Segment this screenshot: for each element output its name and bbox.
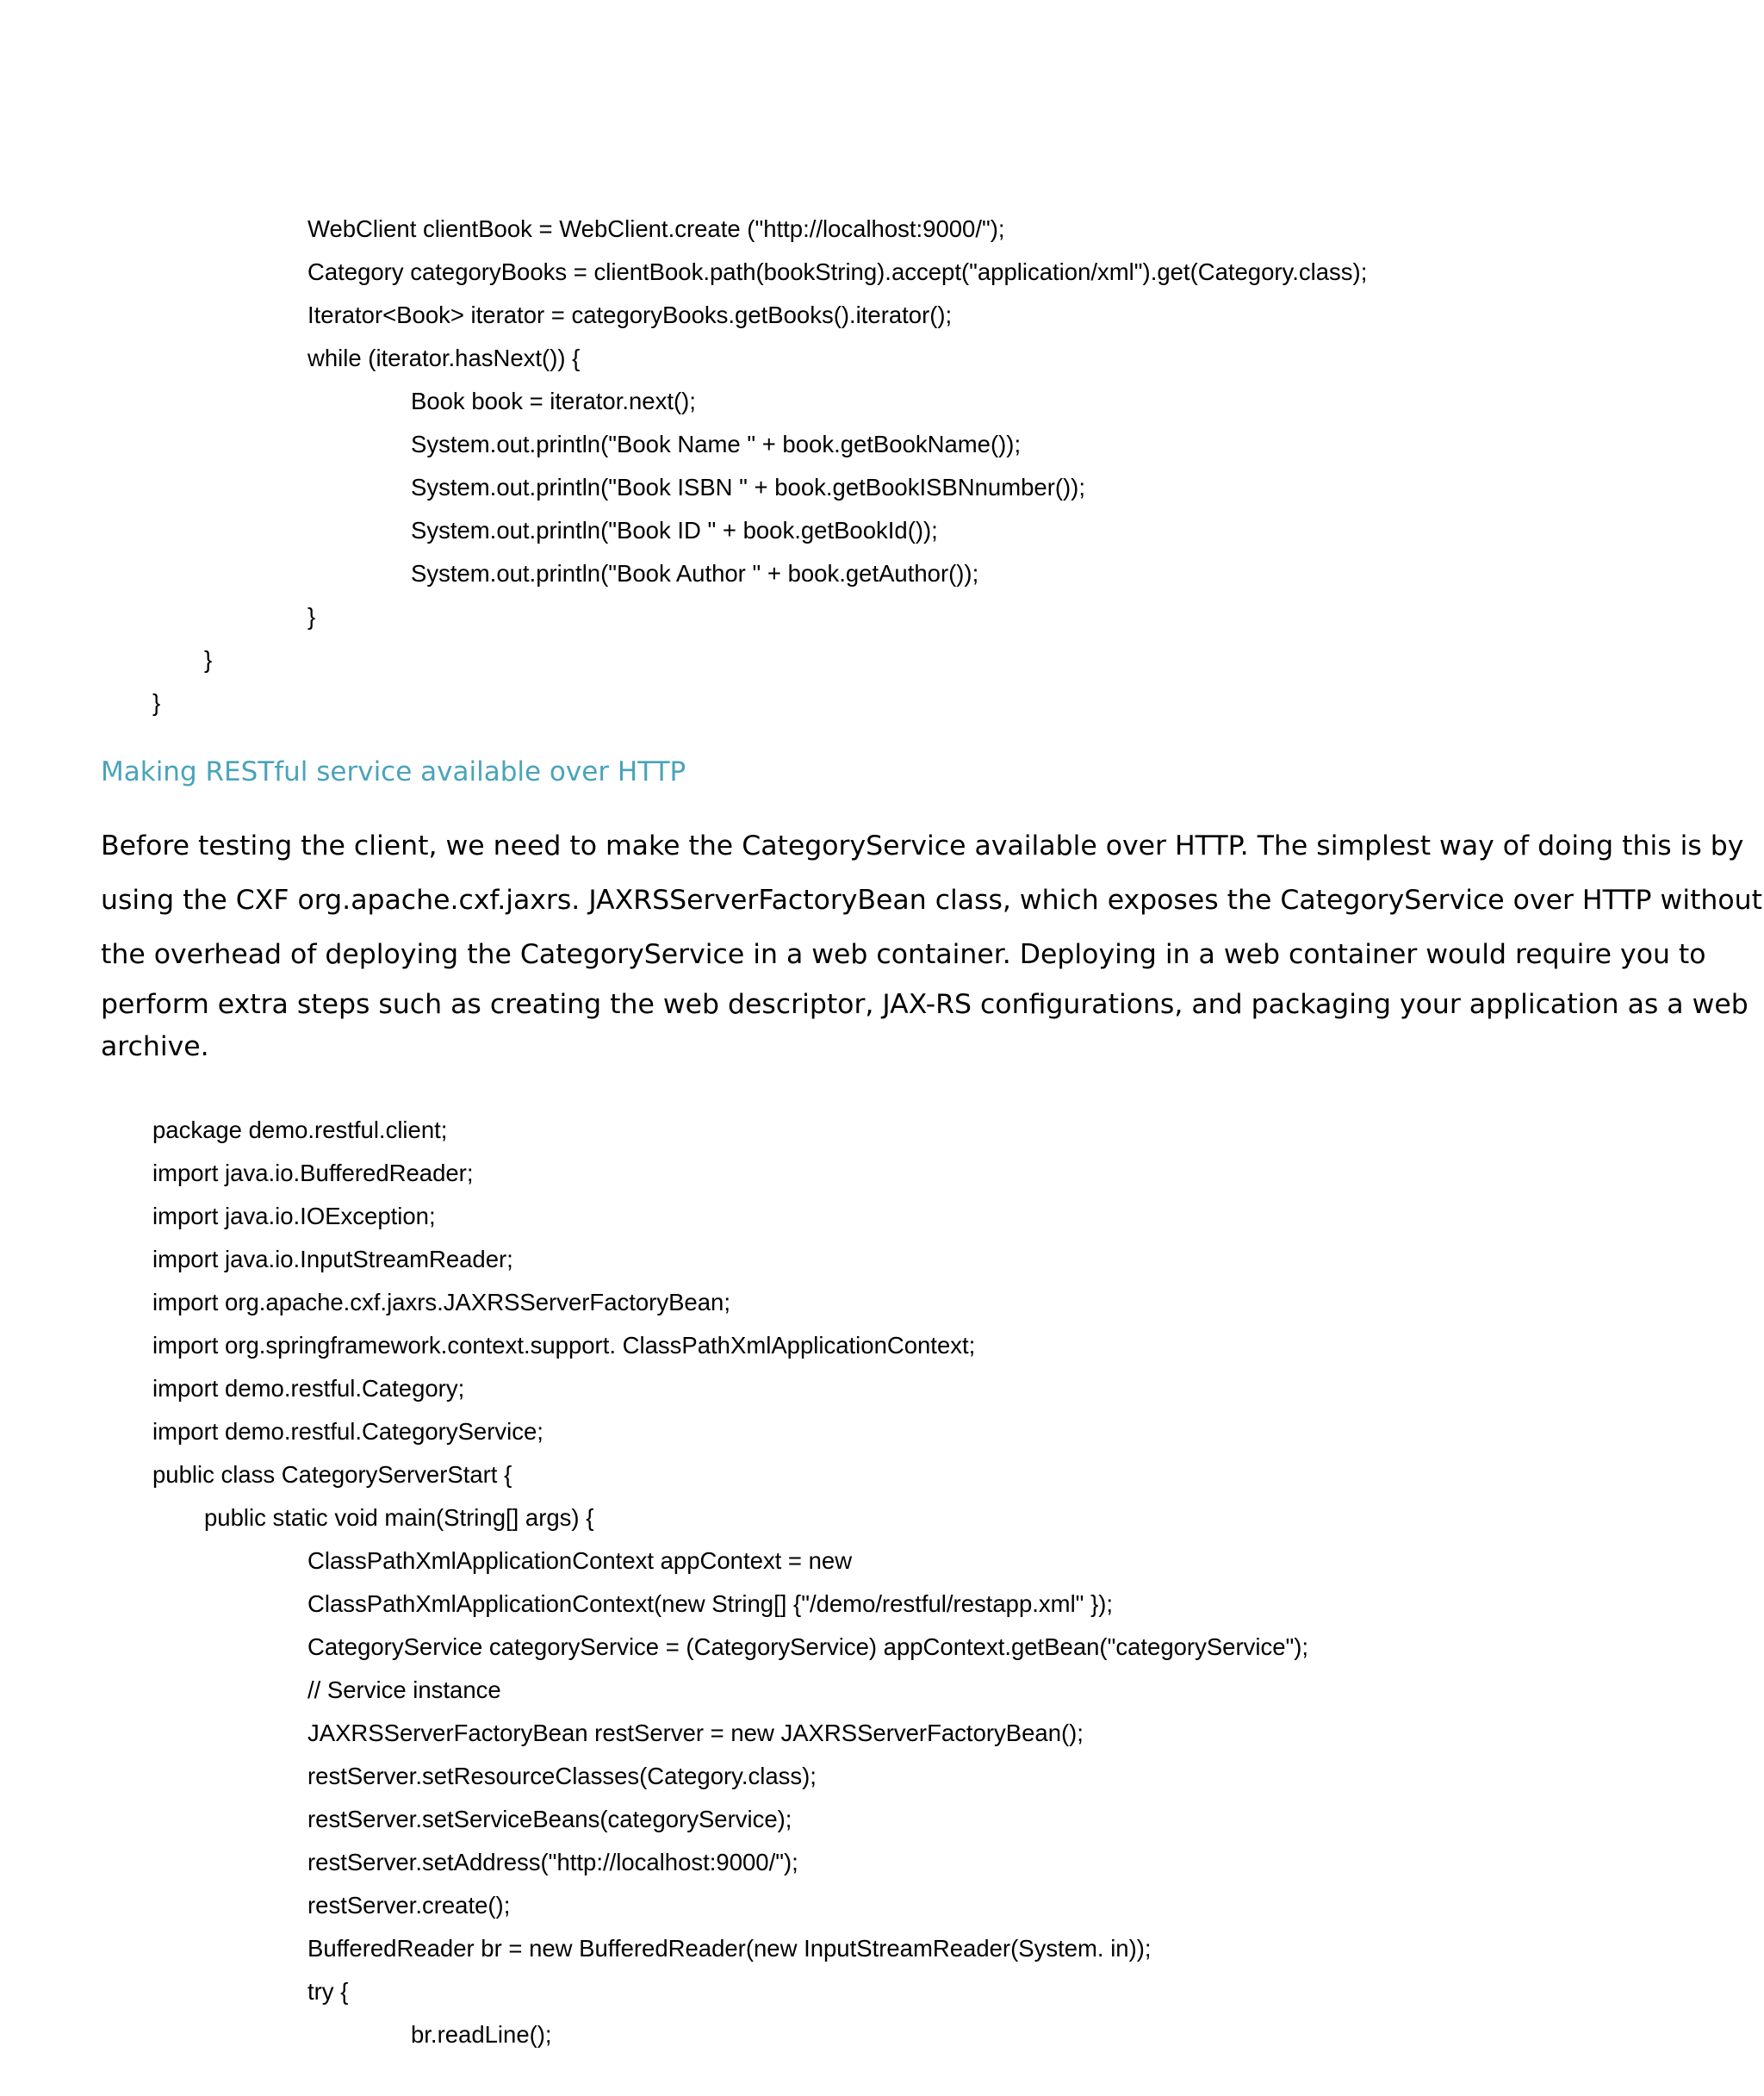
code-line: import java.io.BufferedReader;: [152, 1160, 474, 1186]
code-line: ClassPathXmlApplicationContext(new String[] {"/demo/restful/restapp.xml" });: [307, 1590, 1114, 1617]
code-line: Iterator<Book> iterator = categoryBooks.getBooks().iterator();: [307, 302, 953, 328]
code-line: Book book = iterator.next();: [411, 388, 696, 414]
code-line: }: [204, 646, 213, 673]
code-line: restServer.setAddress("http://localhost:9000/");: [307, 1849, 798, 1875]
paragraph-line: using the CXF org.apache.cxf.jaxrs. JAXRSServerFactoryBean class, which exposes the CategoryService over HTTP without: [101, 885, 1762, 916]
code-line: public class CategoryServerStart {: [152, 1461, 512, 1488]
code-line: import java.io.IOException;: [152, 1203, 436, 1229]
code-line: }: [307, 603, 316, 630]
paragraph-line: Before testing the client, we need to make the CategoryService available over HTTP. The simplest way of doing this is by: [101, 830, 1744, 861]
paragraph-line: the overhead of deploying the CategoryService in a web container. Deploying in a web container would require you to: [101, 939, 1706, 970]
paragraph-line: perform extra steps such as creating the web descriptor, JAX-RS configurations, and packaging your application as a web: [101, 989, 1748, 1020]
code-line: package demo.restful.client;: [152, 1116, 448, 1143]
code-line: restServer.setServiceBeans(categoryService);: [307, 1806, 792, 1832]
code-line: br.readLine();: [411, 2021, 552, 2048]
code-line: Category categoryBooks = clientBook.path(bookString).accept("application/xml").get(Category.class);: [307, 258, 1368, 285]
code-line: }: [152, 689, 161, 716]
code-line: System.out.println("Book Name " + book.getBookName());: [411, 431, 1022, 457]
code-line: import org.springframework.context.support. ClassPathXmlApplicationContext;: [152, 1332, 976, 1359]
code-line: System.out.println("Book ISBN " + book.getBookISBNnumber());: [411, 474, 1085, 501]
code-line: CategoryService categoryService = (CategoryService) appContext.getBean("categoryService");: [307, 1633, 1309, 1660]
code-line: System.out.println("Book Author " + book.getAuthor());: [411, 560, 979, 587]
code-line: import demo.restful.CategoryService;: [152, 1418, 543, 1445]
code-line: while (iterator.hasNext()) {: [307, 345, 581, 371]
code-line: try {: [307, 1978, 349, 2005]
code-line: // Service instance: [307, 1676, 501, 1703]
paragraph-line: archive.: [101, 1031, 209, 1062]
code-line: ClassPathXmlApplicationContext appContext = new: [307, 1547, 853, 1574]
code-line: BufferedReader br = new BufferedReader(new InputStreamReader(System. in));: [307, 1935, 1152, 1962]
code-line: import java.io.InputStreamReader;: [152, 1246, 513, 1272]
code-line: JAXRSServerFactoryBean restServer = new JAXRSServerFactoryBean();: [307, 1720, 1084, 1746]
code-line: WebClient clientBook = WebClient.create ("http://localhost:9000/");: [307, 215, 1005, 242]
code-line: import demo.restful.Category;: [152, 1375, 465, 1402]
code-line: System.out.println("Book ID " + book.getBookId());: [411, 517, 938, 544]
code-line: public static void main(String[] args) {: [204, 1504, 594, 1531]
code-line: restServer.setResourceClasses(Category.class);: [307, 1763, 817, 1789]
code-line: restServer.create();: [307, 1892, 511, 1919]
section-heading: Making RESTful service available over HTTP: [101, 756, 686, 787]
code-line: import org.apache.cxf.jaxrs.JAXRSServerFactoryBean;: [152, 1289, 730, 1315]
